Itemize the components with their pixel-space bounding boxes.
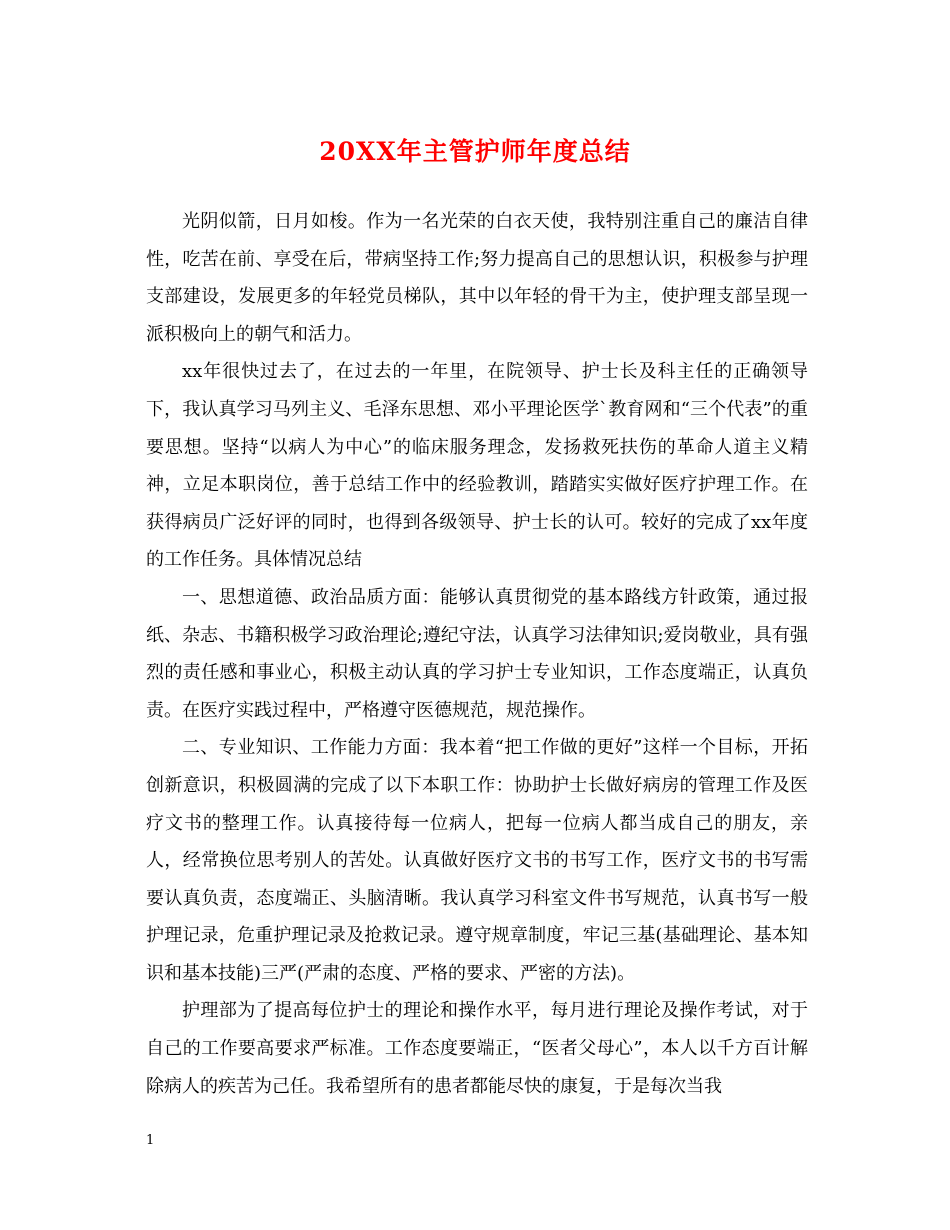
document-title: 20XX年主管护师年度总结 <box>319 137 631 166</box>
paragraph-1: 光阴似箭，日月如梭。作为一名光荣的白衣天使，我特别注重自己的廉洁自律性，吃苦在前、享受在后，带病坚持工作;努力提高自己的思想认识，积极参与护理支部建设，发展更多的年轻党员梯队，其中以年轻的骨干为主，使护理支部呈现一派积极向上的朝气和活力。 <box>146 211 808 345</box>
paragraph-4: 二、专业知识、工作能力方面：我本着“把工作做的更好”这样一个目标，开拓创新意识，积极圆满的完成了以下本职工作：协助护士长做好病房的管理工作及医疗文书的整理工作。认真接待每一位病人，把每一位病人都当成自己的朋友，亲人，经常换位思考别人的苦处。认真做好医疗文书的书写工作，医疗文书的书写需要认真负责，态度端正、头脑清晰。我认真学习科室文件书写规范，认真书写一般护理记录，危重护理记录及抢救记录。遵守规章制度，牢记三基(基础理论、基本知识和基本技能)三严(严肃的态度、严格的要求、严密的方法)。 <box>146 737 808 984</box>
paragraph-2: xx年很快过去了，在过去的一年里，在院领导、护士长及科主任的正确领导下，我认真学习马列主义、毛泽东思想、邓小平理论医学`教育网和“三个代表”的重要思想。坚持“以病人为中心”的临床服务理念，发扬救死扶伤的革命人道主义精神，立足本职岗位，善于总结工作中的经验教训，踏踏实实做好医疗护理工作。在获得病员广泛好评的同时，也得到各级领导、护士长的认可。较好的完成了xx年度的工作任务。具体情况总结 <box>146 361 808 571</box>
page-number: 1 <box>146 1133 155 1148</box>
paragraph-3: 一、思想道德、政治品质方面：能够认真贯彻党的基本路线方针政策，通过报纸、杂志、书籍积极学习政治理论;遵纪守法，认真学习法律知识;爱岗敬业，具有强烈的责任感和事业心，积极主动认真的学习护士专业知识，工作态度端正，认真负责。在医疗实践过程中，严格遵守医德规范，规范操作。 <box>146 586 808 721</box>
paragraph-5: 护理部为了提高每位护士的理论和操作水平，每月进行理论及操作考试，对于自己的工作要高要求严标准。工作态度要端正，“医者父母心”，本人以千方百计解除病人的疾苦为己任。我希望所有的患者都能尽快的康复，于是每次当我 <box>146 1000 808 1097</box>
document-body <box>146 203 808 1105</box>
